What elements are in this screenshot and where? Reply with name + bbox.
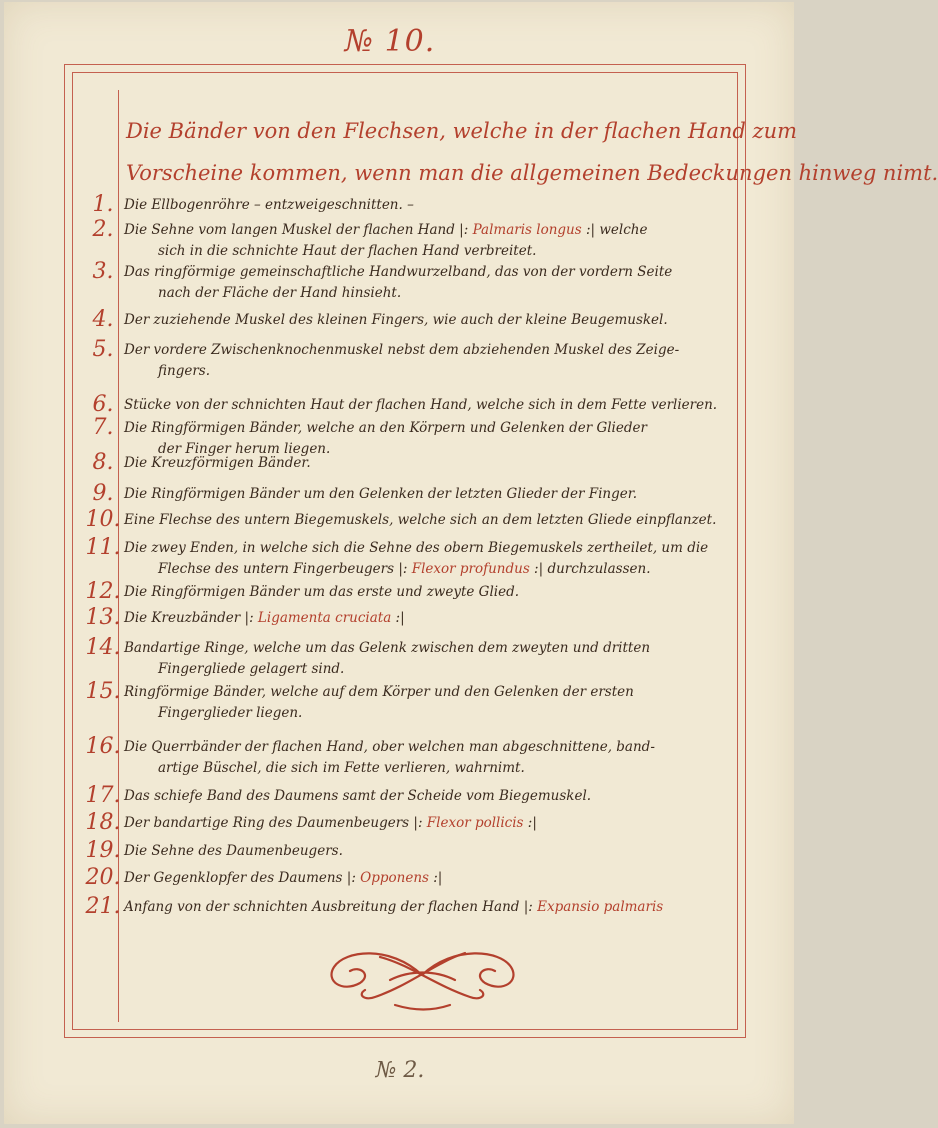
entry-number: 1. xyxy=(92,192,114,217)
entry-segment: Eine Flechse des untern Biegemuskels, welche sich an dem letzten Gliede einpflanzet. xyxy=(124,512,717,528)
entry-text xyxy=(124,538,729,580)
entry-text xyxy=(124,868,729,889)
entry-text xyxy=(124,897,729,918)
entry-segment: Stücke von der schnichten Haut der flachen Hand, welche sich in dem Fette verlieren. xyxy=(124,397,718,413)
entry-text xyxy=(124,262,729,304)
entry-segment: :| xyxy=(428,870,443,886)
entry-line xyxy=(124,788,591,804)
entry-text xyxy=(124,608,729,629)
entry-number: 14. xyxy=(85,635,121,660)
entry-segment: Anfang von der schnichten Ausbreitung der flachen Hand |: xyxy=(124,899,538,915)
entry-text xyxy=(124,582,729,603)
entry-text xyxy=(124,484,729,505)
entry-line xyxy=(124,486,637,502)
entry-line xyxy=(124,222,647,238)
entry-line xyxy=(124,815,537,831)
entry-segment: :| durchzulassen. xyxy=(529,561,651,577)
entry-line xyxy=(124,264,672,280)
entry-text xyxy=(124,340,729,382)
entry-text xyxy=(124,195,729,216)
entry-continuation: fingers. xyxy=(158,363,211,379)
entry-text xyxy=(124,220,729,262)
entry-number: 10. xyxy=(85,507,121,532)
entry-number: 18. xyxy=(85,810,121,835)
entry-text xyxy=(124,453,729,474)
entry-number: 11. xyxy=(85,535,121,560)
entry-number: 3. xyxy=(92,259,114,284)
entry-segment: :| welche xyxy=(581,222,648,238)
page-number: № 10. xyxy=(344,24,436,59)
entry-number: 20. xyxy=(85,865,121,890)
entry-number: 2. xyxy=(92,217,114,242)
entry-line xyxy=(124,739,655,755)
entry-continuation: Fingerglieder liegen. xyxy=(158,705,303,721)
entry-segment: Die Ringförmigen Bänder um den Gelenken der letzten Glieder der Finger. xyxy=(124,486,637,502)
entry-continuation: Fingergliede gelagert sind. xyxy=(158,661,345,677)
entry-line xyxy=(124,640,650,656)
entry-number: 17. xyxy=(85,783,121,808)
entry-line xyxy=(124,899,663,915)
entry-segment: Flechse des untern Fingerbeugers |: xyxy=(158,561,412,577)
entry-segment: Die Sehne vom langen Muskel der flachen Hand |: xyxy=(124,222,473,238)
signature-mark: № 2. xyxy=(375,1058,425,1083)
entry-line xyxy=(124,420,647,436)
entry-continuation xyxy=(124,559,729,580)
entry-line xyxy=(124,843,343,859)
entry-line xyxy=(124,197,414,213)
latin-term: Expansio palmaris xyxy=(537,899,664,915)
entry-number: 6. xyxy=(92,392,114,417)
entry-segment: Der Gegenklopfer des Daumens |: xyxy=(124,870,361,886)
entry-number: 7. xyxy=(92,415,114,440)
entry-continuation: nach der Fläche der Hand hinsieht. xyxy=(158,285,402,301)
entry-line xyxy=(124,512,716,528)
entry-text xyxy=(124,682,729,724)
entry-text xyxy=(124,510,729,531)
entry-text xyxy=(124,638,729,680)
entry-segment: Die Kreuzförmigen Bänder. xyxy=(124,455,311,471)
entry-line xyxy=(124,397,717,413)
entry-segment: Die Ringförmigen Bänder, welche an den Körpern und Gelenken der Glieder xyxy=(124,420,647,436)
entry-number: 16. xyxy=(85,734,121,759)
entry-segment: Die Ellbogenröhre – entzweigeschnitten. – xyxy=(124,197,414,213)
heading-line: Die Bänder von den Flechsen, welche in der flachen Hand zum xyxy=(126,119,798,143)
entry-segment: Das ringförmige gemeinschaftliche Handwurzelband, das von der vordern Seite xyxy=(124,264,673,280)
entry-number: 12. xyxy=(85,579,121,604)
entry-number: 8. xyxy=(92,450,114,475)
latin-term: Palmaris longus xyxy=(472,222,582,238)
latin-term: Flexor profundus xyxy=(411,561,530,577)
entry-text xyxy=(124,310,729,331)
entry-segment: :| xyxy=(523,815,537,831)
entry-segment: Ringförmige Bänder, welche auf dem Körper und den Gelenken der ersten xyxy=(124,684,634,700)
entry-text xyxy=(124,813,729,834)
entry-text xyxy=(124,786,729,807)
latin-term: Flexor pollicis xyxy=(426,815,524,831)
entry-number: 21. xyxy=(85,894,121,919)
entry-segment: Die Kreuzbänder |: xyxy=(124,610,258,626)
entry-segment: Der bandartige Ring des Daumenbeugers |: xyxy=(124,815,427,831)
entry-segment: :| xyxy=(391,610,405,626)
entry-line xyxy=(124,455,311,471)
entry-continuation: der Finger herum liegen. xyxy=(158,441,331,457)
latin-term: Opponens xyxy=(360,870,429,886)
entry-continuation: sich in die schnichte Haut der flachen Hand verbreitet. xyxy=(158,243,537,259)
entry-number: 9. xyxy=(92,481,114,506)
entry-line xyxy=(124,684,634,700)
entry-number: 5. xyxy=(92,337,114,362)
entry-number: 13. xyxy=(85,605,121,630)
entry-continuation: artige Büschel, die sich im Fette verlieren, wahrnimt. xyxy=(158,760,525,776)
entry-segment: Die Ringförmigen Bänder um das erste und zweyte Glied. xyxy=(124,584,520,600)
entry-line xyxy=(124,870,442,886)
entry-line xyxy=(124,312,668,328)
latin-term: Ligamenta cruciata xyxy=(257,610,392,626)
heading-line: Vorscheine kommen, wenn man die allgemeinen Bedeckungen hinweg nimt. xyxy=(126,161,938,185)
entry-text xyxy=(124,841,729,862)
entry-text xyxy=(124,737,729,779)
entry-line xyxy=(124,584,519,600)
entry-number: 19. xyxy=(85,838,121,863)
entry-line xyxy=(124,540,708,556)
entry-line xyxy=(124,342,679,358)
calligraphic-flourish xyxy=(320,935,525,1015)
entry-segment: Die Querrbänder der flachen Hand, ober welchen man abgeschnittene, band- xyxy=(124,739,655,755)
entry-number: 4. xyxy=(92,307,114,332)
entry-line xyxy=(124,610,405,626)
entry-segment: Das schiefe Band des Daumens samt der Scheide vom Biegemuskel. xyxy=(124,788,592,804)
entry-segment: Die Sehne des Daumenbeugers. xyxy=(124,843,343,859)
entry-number: 15. xyxy=(85,679,121,704)
entry-text xyxy=(124,395,729,416)
entry-segment: Der zuziehende Muskel des kleinen Fingers, wie auch der kleine Beugemuskel. xyxy=(124,312,668,328)
entry-segment: Die zwey Enden, in welche sich die Sehne des obern Biegemuskels zertheilet, um die xyxy=(124,540,709,556)
entry-segment: Bandartige Ringe, welche um das Gelenk zwischen dem zweyten und dritten xyxy=(124,640,651,656)
entry-segment: Der vordere Zwischenknochenmuskel nebst dem abziehenden Muskel des Zeige- xyxy=(124,342,680,358)
